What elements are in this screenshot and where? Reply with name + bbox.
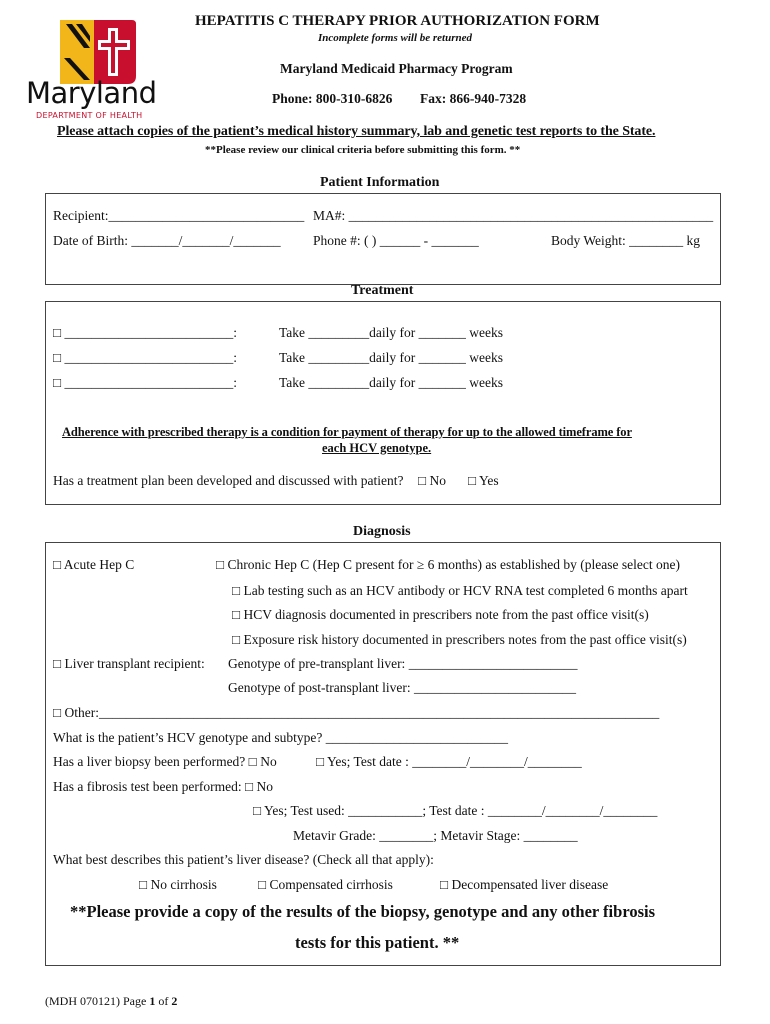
attach-notice: Please attach copies of the patient’s medical history summary, lab and genetic test reports to the State.: [57, 124, 656, 139]
genotype-pre-field[interactable]: Genotype of pre-transplant liver: _________________________: [228, 656, 578, 671]
logo-wordmark: Maryland: [26, 76, 157, 110]
diagnosis-heading: Diagnosis: [353, 524, 411, 539]
treatment-heading: Treatment: [351, 283, 414, 298]
dosage-field[interactable]: Take _________daily for _______ weeks: [279, 375, 504, 390]
provide-results-notice-line2: tests for this patient. **: [295, 933, 460, 952]
page-total: 2: [171, 994, 178, 1008]
form-title: HEPATITIS C THERAPY PRIOR AUTHORIZATION FORM: [195, 13, 600, 29]
no-cirrhosis-checkbox[interactable]: □ No cirrhosis: [139, 877, 217, 892]
page-number: 1: [149, 994, 156, 1008]
date-of-birth-field[interactable]: Date of Birth: _______/_______/_______: [53, 233, 281, 248]
drug-checkbox-field[interactable]: □ _________________________:: [53, 325, 238, 340]
liver-transplant-checkbox[interactable]: □ Liver transplant recipient:: [53, 656, 205, 671]
acute-hep-c-checkbox[interactable]: □ Acute Hep C: [53, 557, 135, 572]
program-name: Maryland Medicaid Pharmacy Program: [280, 61, 513, 76]
liver-biopsy-yes-checkbox[interactable]: □ Yes; Test date : ________/________/________: [316, 754, 582, 769]
metavir-field[interactable]: Metavir Grade: ________; Metavir Stage: ________: [293, 828, 578, 843]
adherence-notice-line2: each HCV genotype.: [322, 441, 432, 455]
page-footer: [45, 994, 177, 1009]
hcv-genotype-field[interactable]: What is the patient’s HCV genotype and subtype? ___________________________: [53, 730, 508, 745]
form-subtitle: Incomplete forms will be returned: [318, 32, 472, 44]
genotype-post-field[interactable]: Genotype of post-transplant liver: ________________________: [228, 680, 576, 695]
adherence-notice-line1: Adherence with prescribed therapy is a condition for payment of therapy for up to the allowed timeframe for: [62, 425, 632, 439]
dosage-field[interactable]: Take _________daily for _______ weeks: [279, 350, 504, 365]
phone-number: Phone: 800-310-6826: [272, 91, 393, 106]
form-code: (MDH 070121) Page: [45, 994, 147, 1008]
page-of: of: [158, 994, 169, 1008]
fibrosis-test-yes-checkbox[interactable]: □ Yes; Test used: ___________; Test date : ________/________/________: [253, 803, 658, 818]
review-notice: **Please review our clinical criteria before submitting this form. **: [205, 144, 521, 156]
fibrosis-test-no-checkbox[interactable]: Has a fibrosis test been performed: □ No: [53, 779, 273, 794]
lab-testing-checkbox[interactable]: □ Lab testing such as an HCV antibody or HCV RNA test completed 6 months apart: [232, 583, 688, 598]
fax-number: Fax: 866-940-7328: [420, 91, 527, 106]
recipient-field[interactable]: Recipient:_____________________________: [53, 208, 305, 223]
treatment-plan-question: Has a treatment plan been developed and discussed with patient?: [53, 473, 404, 488]
exposure-risk-checkbox[interactable]: □ Exposure risk history documented in prescribers notes from the past office visit(s): [232, 632, 687, 647]
patient-phone-field[interactable]: Phone #: ( ) ______ - _______: [313, 233, 479, 248]
treatment-plan-yes-checkbox[interactable]: □ Yes: [468, 473, 499, 488]
provide-results-notice-line1: **Please provide a copy of the results of the biopsy, genotype and any other fibrosis: [70, 902, 656, 921]
liver-biopsy-no-checkbox[interactable]: Has a liver biopsy been performed? □ No: [53, 754, 277, 769]
maryland-logo: [24, 14, 164, 120]
compensated-cirrhosis-checkbox[interactable]: □ Compensated cirrhosis: [258, 877, 393, 892]
logo-department: DEPARTMENT OF HEALTH: [36, 111, 143, 120]
dosage-field[interactable]: Take _________daily for _______ weeks: [279, 325, 504, 340]
prescriber-note-checkbox[interactable]: □ HCV diagnosis documented in prescribers note from the past office visit(s): [232, 607, 649, 622]
drug-checkbox-field[interactable]: □ _________________________:: [53, 350, 238, 365]
chronic-hep-c-checkbox[interactable]: □ Chronic Hep C (Hep C present for ≥ 6 months) as established by (please select one): [216, 557, 680, 572]
drug-checkbox-field[interactable]: □ _________________________:: [53, 375, 238, 390]
decompensated-checkbox[interactable]: □ Decompensated liver disease: [440, 877, 609, 892]
treatment-plan-no-checkbox[interactable]: □ No: [418, 473, 447, 488]
patient-heading: Patient Information: [320, 175, 440, 190]
ma-number-field[interactable]: MA#: ______________________________________________________: [313, 208, 714, 223]
other-diagnosis-field[interactable]: □ Other:___________________________________________________________________________________: [53, 705, 660, 720]
body-weight-field[interactable]: Body Weight: ________ kg: [551, 233, 701, 248]
liver-disease-question: What best describes this patient’s liver disease? (Check all that apply):: [53, 852, 434, 867]
